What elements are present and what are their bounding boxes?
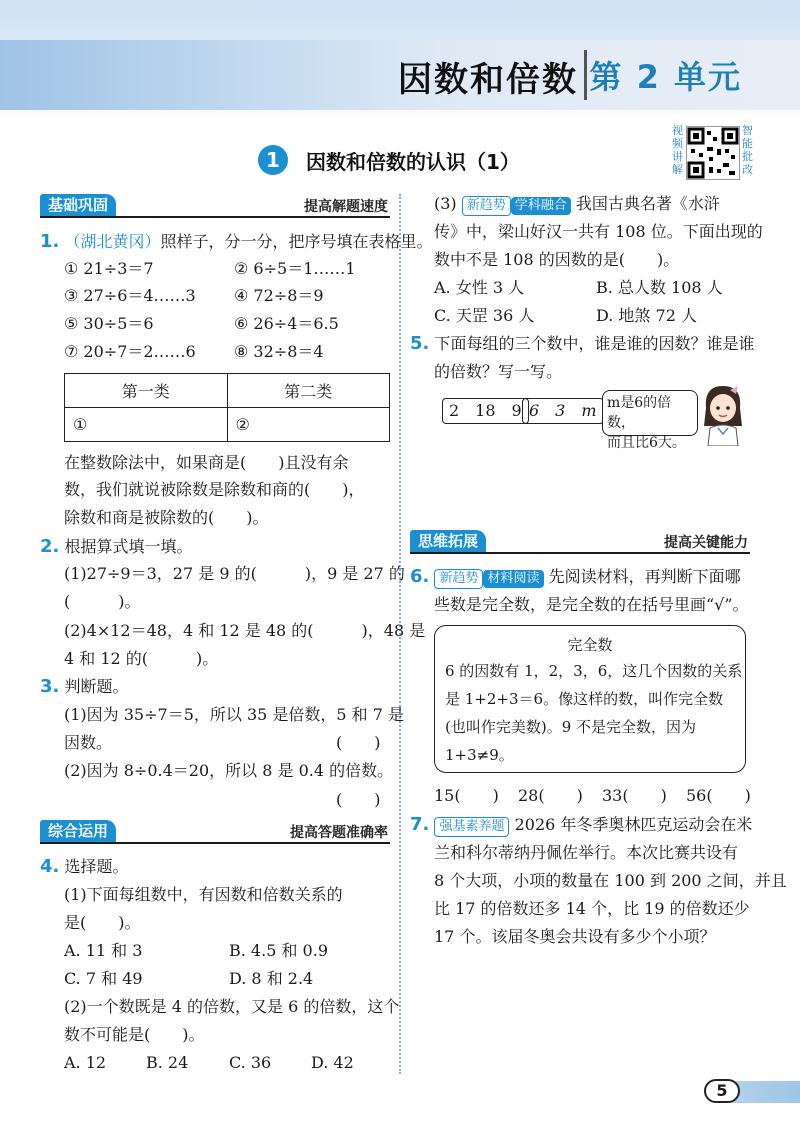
section-thinking-goal: 提高关键能力 bbox=[664, 535, 748, 551]
q2-line[interactable]: (1)27÷9＝3，27 是 9 的( )，9 是 27 的 bbox=[64, 564, 405, 583]
q7-line: 17 个。该届冬奥会共设有多少个小项？ bbox=[434, 927, 716, 946]
table-cell-answer[interactable]: ② bbox=[227, 408, 390, 442]
q6-line: 些数是完全数，是完全数的在括号里画“√”。 bbox=[434, 595, 749, 614]
reading-tag: 材料阅读 bbox=[483, 570, 543, 588]
q4-3-line: 传》中，梁山好汉一共有 108 位。下面出现的 bbox=[434, 222, 763, 241]
q1-item: ③ 27÷6＝4……3 bbox=[64, 286, 196, 305]
section-applied-tag: 综合运用 bbox=[40, 820, 116, 842]
q4-3-line: 我国古典名著《水浒 bbox=[575, 194, 720, 213]
q4-line[interactable]: 是( )。 bbox=[64, 913, 141, 932]
q1-item: ① 21÷3＝7 bbox=[64, 259, 154, 278]
subject-tag: 学科融合 bbox=[511, 197, 571, 215]
table-header: 第一类 bbox=[65, 374, 228, 408]
q1-fill-line[interactable]: 数，我们就说被除数是除数和商的( )， bbox=[64, 480, 365, 499]
table-header: 第二类 bbox=[227, 374, 390, 408]
q4-option[interactable]: B. 24 bbox=[146, 1053, 189, 1072]
reading-title: 完全数 bbox=[567, 636, 613, 654]
q1-number: 1. bbox=[40, 231, 60, 252]
q7-line: 2026 年冬季奥林匹克运动会在米 bbox=[514, 815, 753, 834]
q6-answer[interactable]: 28( ) bbox=[518, 786, 583, 805]
q7-line: 比 17 的倍数还多 14 个，比 19 的倍数还少 bbox=[434, 899, 750, 918]
q3-stem-text: 判断题。 bbox=[64, 677, 129, 696]
section-thinking-header bbox=[410, 530, 750, 554]
bubble-line: 而且比6大。 bbox=[607, 435, 686, 451]
reading-line: (也叫作完美数)。9 不是完全数，因为 bbox=[445, 718, 697, 736]
q1-stem-text: 照样子，分一分，把序号填在表格里。 bbox=[160, 232, 433, 251]
q1-fill-line[interactable]: 在整数除法中，如果商是( )且没有余 bbox=[64, 453, 349, 472]
q1-item: ④ 72÷8＝9 bbox=[234, 286, 324, 305]
q5-number: 5. bbox=[410, 333, 430, 354]
q7-line: 8 个大项，小项的数量在 100 到 200 之间，并且 bbox=[434, 871, 787, 890]
section-basic-tag: 基础巩固 bbox=[40, 194, 116, 216]
q4-option[interactable]: C. 36 bbox=[229, 1053, 272, 1072]
q4-3-option[interactable]: A. 女性 3 人 bbox=[434, 278, 525, 297]
q4-3-option[interactable]: D. 地煞 72 人 bbox=[596, 306, 697, 325]
lesson-title bbox=[258, 143, 520, 177]
q2-line[interactable]: 4 和 12 的( )。 bbox=[64, 649, 219, 668]
q1-item: ⑥ 26÷4＝6.5 bbox=[234, 314, 339, 333]
q4-option[interactable]: A. 12 bbox=[64, 1053, 107, 1072]
q3-line: (1)因为 35÷7＝5，所以 35 是倍数，5 和 7 是 bbox=[64, 705, 405, 724]
q7-line: 兰和科尔蒂纳丹佩佐举行。本次比赛共设有 bbox=[434, 843, 739, 862]
q3-number: 3. bbox=[40, 676, 60, 697]
girl-cartoon-icon bbox=[700, 382, 746, 446]
page-number: 5 bbox=[704, 1079, 740, 1103]
trend-tag: 新趋势 bbox=[462, 196, 511, 216]
qr-code-icon[interactable] bbox=[686, 126, 740, 180]
q4-line[interactable]: 数不可能是( )。 bbox=[64, 1025, 205, 1044]
unit-number: 第 2 单元 bbox=[589, 58, 742, 96]
q1-source: （湖北黄冈） bbox=[64, 232, 161, 251]
q1-item: ⑧ 32÷8＝4 bbox=[234, 342, 324, 361]
section-basic-header bbox=[40, 194, 390, 218]
bubble-line: m是6的倍数， bbox=[607, 395, 672, 431]
q3-line: 因数。 bbox=[64, 733, 113, 752]
q4-number: 4. bbox=[40, 856, 60, 877]
lesson-number-badge: 1 bbox=[258, 145, 288, 175]
q5-stem bbox=[410, 333, 754, 355]
q2-line[interactable]: (2)4×12＝48，4 和 12 是 48 的( )，48 是 bbox=[64, 621, 426, 640]
q1-item: ⑦ 20÷7＝2……6 bbox=[64, 342, 196, 361]
unit-title: 因数和倍数 bbox=[398, 60, 578, 100]
section-thinking-tag: 思维拓展 bbox=[410, 530, 486, 552]
q4-line: (2)一个数既是 4 的倍数，又是 6 的倍数，这个 bbox=[64, 997, 400, 1016]
q4-option[interactable]: A. 11 和 3 bbox=[64, 941, 143, 960]
q4-3-option[interactable]: C. 天罡 36 人 bbox=[434, 306, 535, 325]
q7-number: 7. bbox=[410, 814, 430, 835]
q3-answer-blank[interactable]: ( ) bbox=[336, 790, 381, 809]
q1-classification-table bbox=[64, 373, 390, 442]
q4-3-prefix: (3) bbox=[434, 194, 457, 213]
q1-item: ⑤ 30÷5＝6 bbox=[64, 314, 154, 333]
table-cell-answer[interactable]: ① bbox=[65, 408, 228, 442]
q4-3-option[interactable]: B. 总人数 108 人 bbox=[596, 278, 723, 297]
q2-line[interactable]: ( )。 bbox=[64, 592, 141, 611]
q6-answer[interactable]: 33( ) bbox=[602, 786, 667, 805]
qr-label-right: 智能批改 bbox=[742, 124, 753, 176]
q6-answer[interactable]: 15( ) bbox=[434, 786, 499, 805]
lesson-title-text: 因数和倍数的认识（1） bbox=[306, 149, 520, 174]
q1-fill-line[interactable]: 除数和商是被除数的( )。 bbox=[64, 508, 269, 527]
q4-stem bbox=[40, 856, 128, 878]
q4-option[interactable]: B. 4.5 和 0.9 bbox=[229, 941, 328, 960]
section-applied-goal: 提高答题准确率 bbox=[290, 825, 388, 841]
q4-3-stem bbox=[434, 193, 720, 216]
q1-item: ② 6÷5＝1……1 bbox=[234, 259, 356, 278]
q3-line: (2)因为 8÷0.4＝20，所以 8 是 0.4 的倍数。 bbox=[64, 761, 394, 780]
q7-stem bbox=[410, 814, 752, 837]
reading-line: 6 的因数有 1，2，3，6，这几个因数的关系 bbox=[445, 662, 743, 680]
trend-tag: 新趋势 bbox=[434, 569, 483, 589]
q5-line: 的倍数？写一写。 bbox=[434, 362, 563, 381]
q4-3-line[interactable]: 数中不是 108 的因数的是( )。 bbox=[434, 250, 680, 269]
qr-label-left: 视频讲解 bbox=[672, 124, 683, 176]
q5-number-group: 6 3 m bbox=[522, 398, 604, 424]
q2-number: 2. bbox=[40, 536, 60, 557]
q6-line: 先阅读材料，再判断下面哪 bbox=[548, 567, 741, 586]
q6-number: 6. bbox=[410, 566, 430, 587]
q4-stem-text: 选择题。 bbox=[64, 857, 129, 876]
q4-option[interactable]: D. 8 和 2.4 bbox=[229, 969, 314, 988]
q5-number-group: 2 18 9 bbox=[442, 398, 529, 424]
q2-stem bbox=[40, 536, 192, 558]
reading-line: 1+3≠9。 bbox=[445, 746, 514, 764]
q4-line: (1)下面每组数中，有因数和倍数关系的 bbox=[64, 885, 343, 904]
q6-reading-box bbox=[434, 625, 746, 773]
q2-stem-text: 根据算式填一填。 bbox=[64, 537, 193, 556]
q5-speech-bubble bbox=[602, 390, 698, 451]
q3-stem bbox=[40, 676, 128, 698]
q6-answer[interactable]: 56( ) bbox=[686, 786, 751, 805]
foundation-tag: 强基素养题 bbox=[434, 817, 509, 837]
q6-stem bbox=[410, 566, 741, 589]
q4-option[interactable]: C. 7 和 49 bbox=[64, 969, 143, 988]
q3-answer-blank[interactable]: ( ) bbox=[336, 733, 381, 752]
q1-stem bbox=[40, 231, 433, 253]
section-basic-goal: 提高解题速度 bbox=[304, 199, 388, 215]
section-applied-header bbox=[40, 820, 390, 844]
q5-line: 下面每组的三个数中，谁是谁的因数？谁是谁 bbox=[434, 334, 755, 353]
reading-line: 是 1+2+3＝6。像这样的数，叫作完全数 bbox=[445, 690, 724, 708]
q4-option[interactable]: D. 42 bbox=[311, 1053, 354, 1072]
